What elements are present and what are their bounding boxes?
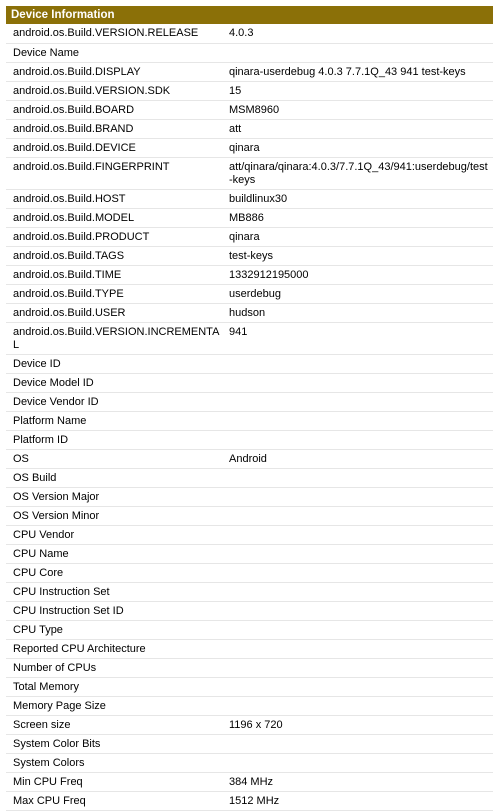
property-value — [222, 658, 493, 677]
property-value — [222, 354, 493, 373]
property-value: att — [222, 119, 493, 138]
property-name: android.os.Build.HOST — [6, 189, 222, 208]
table-row — [6, 322, 493, 354]
table-row — [6, 772, 493, 791]
property-value — [222, 506, 493, 525]
property-name: android.os.Build.MODEL — [6, 208, 222, 227]
property-name: Number of CPUs — [6, 658, 222, 677]
table-row — [6, 354, 493, 373]
property-value: buildlinux30 — [222, 189, 493, 208]
device-info-table — [6, 24, 493, 811]
property-value — [222, 411, 493, 430]
table-row — [6, 487, 493, 506]
property-name: System Colors — [6, 753, 222, 772]
table-row — [6, 208, 493, 227]
table-row — [6, 696, 493, 715]
table-row — [6, 81, 493, 100]
property-name: android.os.Build.BRAND — [6, 119, 222, 138]
property-value — [222, 639, 493, 658]
table-row — [6, 157, 493, 189]
property-name: android.os.Build.TAGS — [6, 246, 222, 265]
table-row — [6, 392, 493, 411]
property-value — [222, 677, 493, 696]
property-name: android.os.Build.VERSION.SDK — [6, 81, 222, 100]
property-value: Android — [222, 449, 493, 468]
table-row — [6, 620, 493, 639]
property-name: Device Name — [6, 43, 222, 62]
property-value — [222, 43, 493, 62]
property-value: att/qinara/qinara:4.0.3/7.7.1Q_43/941:userdebug/test-keys — [222, 157, 493, 189]
property-name: android.os.Build.FINGERPRINT — [6, 157, 222, 189]
property-value: 1332912195000 — [222, 265, 493, 284]
table-row — [6, 227, 493, 246]
property-name: CPU Instruction Set — [6, 582, 222, 601]
table-row — [6, 62, 493, 81]
property-name: android.os.Build.TIME — [6, 265, 222, 284]
property-value — [222, 544, 493, 563]
property-value — [222, 753, 493, 772]
property-name: Total Memory — [6, 677, 222, 696]
property-value — [222, 373, 493, 392]
table-row — [6, 791, 493, 810]
property-name: Device ID — [6, 354, 222, 373]
table-row — [6, 449, 493, 468]
property-value: userdebug — [222, 284, 493, 303]
property-name: android.os.Build.DISPLAY — [6, 62, 222, 81]
property-name: OS — [6, 449, 222, 468]
property-value — [222, 734, 493, 753]
property-name: CPU Name — [6, 544, 222, 563]
table-row — [6, 100, 493, 119]
property-name: android.os.Build.BOARD — [6, 100, 222, 119]
property-value — [222, 620, 493, 639]
property-name: android.os.Build.USER — [6, 303, 222, 322]
table-row — [6, 715, 493, 734]
property-value — [222, 582, 493, 601]
property-value — [222, 392, 493, 411]
property-value — [222, 468, 493, 487]
table-row — [6, 734, 493, 753]
property-name: CPU Instruction Set ID — [6, 601, 222, 620]
property-value: 384 MHz — [222, 772, 493, 791]
table-row — [6, 525, 493, 544]
property-value: 15 — [222, 81, 493, 100]
property-value — [222, 696, 493, 715]
property-name: Device Model ID — [6, 373, 222, 392]
table-row — [6, 265, 493, 284]
property-name: Max CPU Freq — [6, 791, 222, 810]
table-row — [6, 24, 493, 43]
table-row — [6, 138, 493, 157]
table-row — [6, 544, 493, 563]
property-name: Reported CPU Architecture — [6, 639, 222, 658]
property-value: 1196 x 720 — [222, 715, 493, 734]
property-name: Device Vendor ID — [6, 392, 222, 411]
property-value — [222, 601, 493, 620]
table-row — [6, 284, 493, 303]
table-row — [6, 677, 493, 696]
property-value: 1512 MHz — [222, 791, 493, 810]
property-value: test-keys — [222, 246, 493, 265]
table-row — [6, 411, 493, 430]
device-info-rows — [6, 24, 493, 810]
property-name: CPU Core — [6, 563, 222, 582]
property-value — [222, 525, 493, 544]
property-name: Platform Name — [6, 411, 222, 430]
property-name: android.os.Build.TYPE — [6, 284, 222, 303]
table-row — [6, 563, 493, 582]
property-value: qinara — [222, 138, 493, 157]
property-value — [222, 563, 493, 582]
device-info-panel — [6, 6, 493, 811]
table-row — [6, 658, 493, 677]
property-name: android.os.Build.DEVICE — [6, 138, 222, 157]
property-name: OS Build — [6, 468, 222, 487]
panel-title: Device Information — [6, 6, 493, 24]
property-value: MSM8960 — [222, 100, 493, 119]
table-row — [6, 119, 493, 138]
property-name: Platform ID — [6, 430, 222, 449]
property-value: 4.0.3 — [222, 24, 493, 43]
property-value — [222, 487, 493, 506]
property-name: CPU Type — [6, 620, 222, 639]
property-name: android.os.Build.PRODUCT — [6, 227, 222, 246]
table-row — [6, 601, 493, 620]
property-value: MB886 — [222, 208, 493, 227]
property-name: android.os.Build.VERSION.RELEASE — [6, 24, 222, 43]
property-name: Screen size — [6, 715, 222, 734]
table-row — [6, 582, 493, 601]
table-row — [6, 753, 493, 772]
property-name: OS Version Minor — [6, 506, 222, 525]
table-row — [6, 639, 493, 658]
property-value: hudson — [222, 303, 493, 322]
table-row — [6, 430, 493, 449]
property-value: qinara-userdebug 4.0.3 7.7.1Q_43 941 test-keys — [222, 62, 493, 81]
property-name: System Color Bits — [6, 734, 222, 753]
property-name: Min CPU Freq — [6, 772, 222, 791]
table-row — [6, 506, 493, 525]
property-value: 941 — [222, 322, 493, 354]
table-row — [6, 246, 493, 265]
property-name: CPU Vendor — [6, 525, 222, 544]
property-name: Memory Page Size — [6, 696, 222, 715]
table-row — [6, 43, 493, 62]
table-row — [6, 373, 493, 392]
property-name: android.os.Build.VERSION.INCREMENTAL — [6, 322, 222, 354]
table-row — [6, 189, 493, 208]
table-row — [6, 303, 493, 322]
property-value: qinara — [222, 227, 493, 246]
table-row — [6, 468, 493, 487]
property-value — [222, 430, 493, 449]
property-name: OS Version Major — [6, 487, 222, 506]
